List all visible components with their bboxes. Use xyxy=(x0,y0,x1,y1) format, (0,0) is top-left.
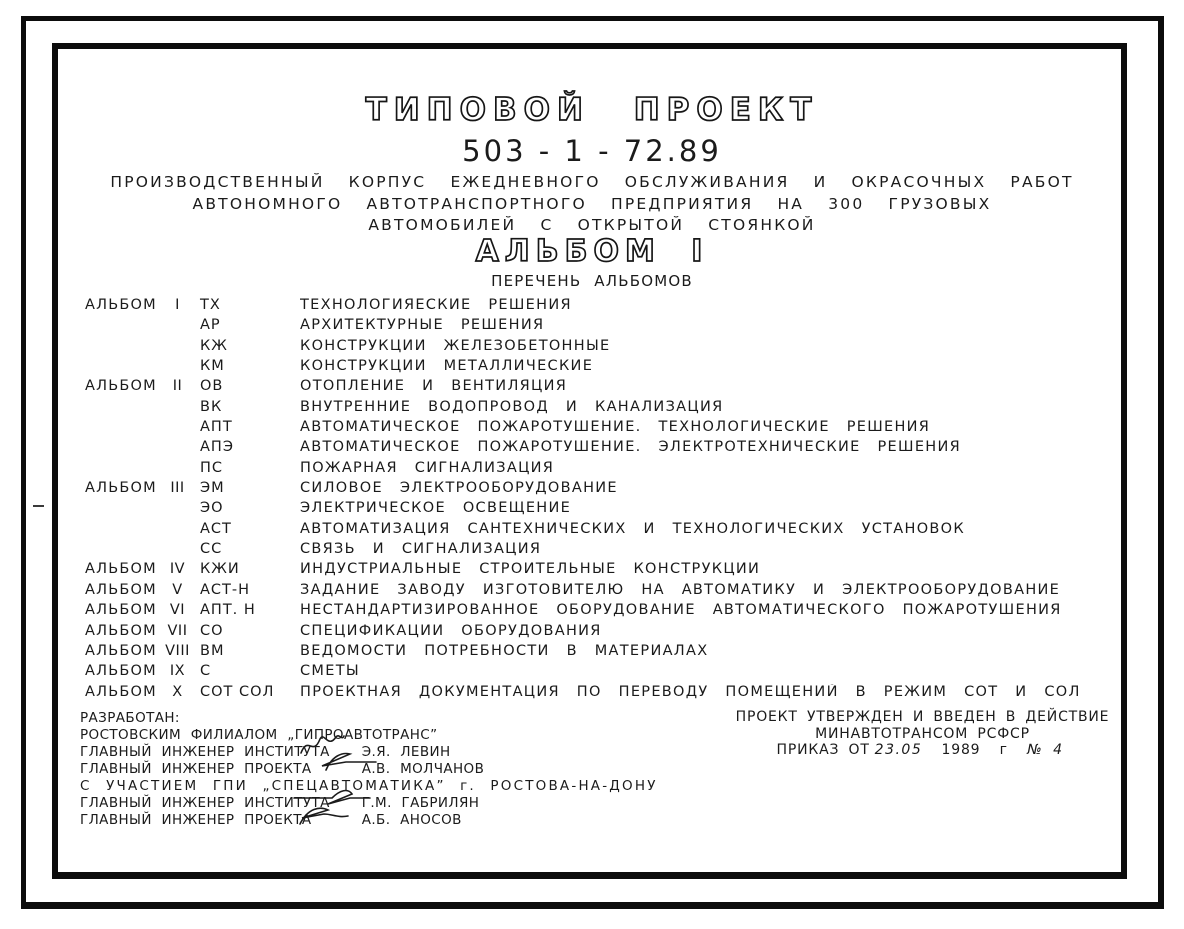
developer-role: ГЛАВНЫЙ ИНЖЕНЕР ИНСТИТУТА xyxy=(80,744,330,760)
album-description: ПРОЕКТНАЯ ДОКУМЕНТАЦИЯ ПО ПЕРЕВОДУ ПОМЕЩЕНИЙ В РЕЖИМ СОТ И СОЛ xyxy=(300,683,1081,700)
approval-line: МИНАВТОТРАНСОМ РСФСР xyxy=(815,725,1030,742)
album-description: ВЕДОМОСТИ ПОТРЕБНОСТИ В МАТЕРИАЛАХ xyxy=(300,642,709,659)
order-prefix: ПРИКАЗ ОТ xyxy=(776,742,870,758)
album-description: ВНУТРЕННИЕ ВОДОПРОВОД И КАНАЛИЗАЦИЯ xyxy=(300,398,724,415)
album-description: ПОЖАРНАЯ СИГНАЛИЗАЦИЯ xyxy=(300,459,555,476)
album-label: АЛЬБОМ xyxy=(85,297,157,313)
album-description: ЗАДАНИЕ ЗАВОДУ ИЗГОТОВИТЕЛЮ НА АВТОМАТИКУ И ЭЛЕКТРООБОРУДОВАНИЕ xyxy=(300,581,1061,598)
album-code: СОТ СОЛ xyxy=(200,683,275,700)
album-description: АРХИТЕКТУРНЫЕ РЕШЕНИЯ xyxy=(300,317,545,334)
album-code: АПТ. Н xyxy=(200,602,256,619)
album-numeral: VII xyxy=(167,622,188,639)
album-label: АЛЬБОМ xyxy=(85,602,157,619)
album-numeral: IV xyxy=(169,561,186,578)
developer-row xyxy=(80,795,658,812)
album-list-row xyxy=(85,500,1127,520)
album-description: ИНДУСТРИАЛЬНЫЕ СТРОИТЕЛЬНЫЕ КОНСТРУКЦИИ xyxy=(300,561,761,578)
album-label: АЛЬБОМ xyxy=(85,683,157,700)
approval-line: ПРОЕКТ УТВЕРЖДЕН И ВВЕДЕН В ДЕЙСТВИЕ xyxy=(735,709,1110,725)
album-label: АЛЬБОМ xyxy=(85,561,157,578)
album-description: АВТОМАТИЗАЦИЯ САНТЕХНИЧЕСКИХ И ТЕХНОЛОГИЧЕСКИХ УСТАНОВОК xyxy=(300,520,965,537)
album-numeral: X xyxy=(172,683,183,700)
project-description-line: АВТОМОБИЛЕЙ С ОТКРЫТОЙ СТОЯНКОЙ xyxy=(368,216,816,234)
developer-org: РОСТОВСКИМ ФИЛИАЛОМ „ГИПРОАВТОТРАНС” xyxy=(80,727,438,743)
album-list-row xyxy=(85,399,1127,419)
album-code: АПЭ xyxy=(200,439,234,456)
album-code: ВК xyxy=(200,398,223,415)
project-number: 503 - 1 - 72.89 xyxy=(462,134,722,168)
album-description: АВТОМАТИЧЕСКОЕ ПОЖАРОТУШЕНИЕ. ЭЛЕКТРОТЕХНИЧЕСКИЕ РЕШЕНИЯ xyxy=(300,439,962,456)
approval-block xyxy=(725,709,1120,759)
album-label: АЛЬБОМ xyxy=(85,378,157,395)
album-description: ОТОПЛЕНИЕ И ВЕНТИЛЯЦИЯ xyxy=(300,378,568,395)
album-numeral: VI xyxy=(169,602,186,619)
developer-heading: РАЗРАБОТАН: xyxy=(80,710,180,726)
project-description xyxy=(60,172,1124,237)
album-label: АЛЬБОМ xyxy=(85,622,157,639)
album-description: ЭЛЕКТРИЧЕСКОЕ ОСВЕЩЕНИЕ xyxy=(300,500,572,517)
album-description: КОНСТРУКЦИИ МЕТАЛЛИЧЕСКИЕ xyxy=(300,358,594,375)
album-list-row xyxy=(85,338,1127,358)
album-code: С xyxy=(200,663,212,680)
project-description-line: ПРОИЗВОДСТВЕННЫЙ КОРПУС ЕЖЕДНЕВНОГО ОБСЛУЖИВАНИЯ И ОКРАСОЧНЫХ РАБОТ xyxy=(110,173,1074,191)
approval-order-line xyxy=(725,742,1120,759)
album-description: СВЯЗЬ И СИГНАЛИЗАЦИЯ xyxy=(300,541,542,558)
album-list-row xyxy=(85,480,1127,500)
album-description: КОНСТРУКЦИИ ЖЕЛЕЗОБЕТОННЫЕ xyxy=(300,337,611,354)
album-list-row xyxy=(85,684,1127,704)
album-numeral: V xyxy=(172,581,183,598)
album-list-row xyxy=(85,541,1127,561)
developer-role: ГЛАВНЫЙ ИНЖЕНЕР ПРОЕКТА xyxy=(80,812,312,828)
album-heading: АЛЬБОМ I xyxy=(475,234,709,269)
album-description: СИЛОВОЕ ЭЛЕКТРООБОРУДОВАНИЕ xyxy=(300,480,618,497)
album-list-row xyxy=(85,623,1127,643)
album-description: СПЕЦИФИКАЦИИ ОБОРУДОВАНИЯ xyxy=(300,622,602,639)
album-code: ЭО xyxy=(200,500,224,517)
album-code: ПС xyxy=(200,459,224,476)
album-description: ТЕХНОЛОГИЯЕСКИЕ РЕШЕНИЯ xyxy=(300,297,572,313)
order-date: 23.05 xyxy=(874,742,923,758)
developer-row xyxy=(80,812,658,829)
album-list-row xyxy=(85,297,1127,317)
album-code: АСТ xyxy=(200,520,232,537)
album-label: АЛЬБОМ xyxy=(85,663,157,680)
album-list-row xyxy=(85,663,1127,683)
developer-name: А.В. МОЛЧАНОВ xyxy=(361,761,485,777)
developer-name: Г.М. ГАБРИЛЯН xyxy=(361,795,480,811)
album-list-row xyxy=(85,419,1127,439)
developer-role: ГЛАВНЫЙ ИНЖЕНЕР ИНСТИТУТА xyxy=(80,795,330,811)
album-code: КЖИ xyxy=(200,561,240,578)
scan-artifact-dash xyxy=(33,505,44,507)
album-list-row xyxy=(85,317,1127,337)
document-title: ТИПОВОЙ ПРОЕКТ xyxy=(365,92,819,128)
album-list-row xyxy=(85,460,1127,480)
album-list-row xyxy=(85,643,1127,663)
album-label: АЛЬБОМ xyxy=(85,642,157,659)
album-numeral: I xyxy=(175,297,180,313)
album-list-row xyxy=(85,378,1127,398)
album-code: ЭМ xyxy=(200,480,225,497)
album-code: ТХ xyxy=(200,297,221,313)
album-code: ОВ xyxy=(200,378,224,395)
album-code: АПТ xyxy=(200,419,233,436)
album-list-row xyxy=(85,521,1127,541)
album-description: СМЕТЫ xyxy=(300,663,360,680)
album-description: НЕСТАНДАРТИЗИРОВАННОЕ ОБОРУДОВАНИЕ АВТОМАТИЧЕСКОГО ПОЖАРОТУШЕНИЯ xyxy=(300,602,1062,619)
developer-role: ГЛАВНЫЙ ИНЖЕНЕР ПРОЕКТА xyxy=(80,761,312,777)
album-list-row xyxy=(85,561,1127,581)
album-code: АСТ-Н xyxy=(200,581,251,598)
album-list-row xyxy=(85,358,1127,378)
album-label: АЛЬБОМ xyxy=(85,581,157,598)
album-label: АЛЬБОМ xyxy=(85,480,157,497)
album-list-row xyxy=(85,582,1127,602)
order-year-unit: г xyxy=(999,742,1008,758)
participation-line: С УЧАСТИЕМ ГПИ „СПЕЦАВТОМАТИКА” г. РОСТОВА-НА-ДОНУ xyxy=(80,778,658,794)
order-year: 1989 xyxy=(941,742,981,758)
album-list-row xyxy=(85,602,1127,622)
album-code: КЖ xyxy=(200,337,228,354)
album-code: СО xyxy=(200,622,224,639)
album-code: АР xyxy=(200,317,221,334)
developer-block xyxy=(80,710,658,829)
album-code: ВМ xyxy=(200,642,225,659)
project-description-line: АВТОНОМНОГО АВТОТРАНСПОРТНОГО ПРЕДПРИЯТИЯ НА 300 ГРУЗОВЫХ xyxy=(192,194,992,213)
developer-row xyxy=(80,761,658,778)
order-number: № 4 xyxy=(1027,742,1064,758)
album-numeral: III xyxy=(170,480,185,497)
album-code: СС xyxy=(200,541,223,558)
album-list-heading: ПЕРЕЧЕНЬ АЛЬБОМОВ xyxy=(491,272,693,290)
developer-row xyxy=(80,744,658,761)
album-numeral: II xyxy=(172,378,183,395)
album-numeral: VIII xyxy=(165,642,190,659)
album-code: КМ xyxy=(200,358,225,375)
developer-name: Э.Я. ЛЕВИН xyxy=(361,744,451,760)
album-list-row xyxy=(85,439,1127,459)
album-list xyxy=(85,297,1127,704)
album-description: АВТОМАТИЧЕСКОЕ ПОЖАРОТУШЕНИЕ. ТЕХНОЛОГИЧЕСКИЕ РЕШЕНИЯ xyxy=(300,419,931,436)
album-numeral: IX xyxy=(169,663,186,680)
developer-name: А.Б. АНОСОВ xyxy=(361,812,462,828)
